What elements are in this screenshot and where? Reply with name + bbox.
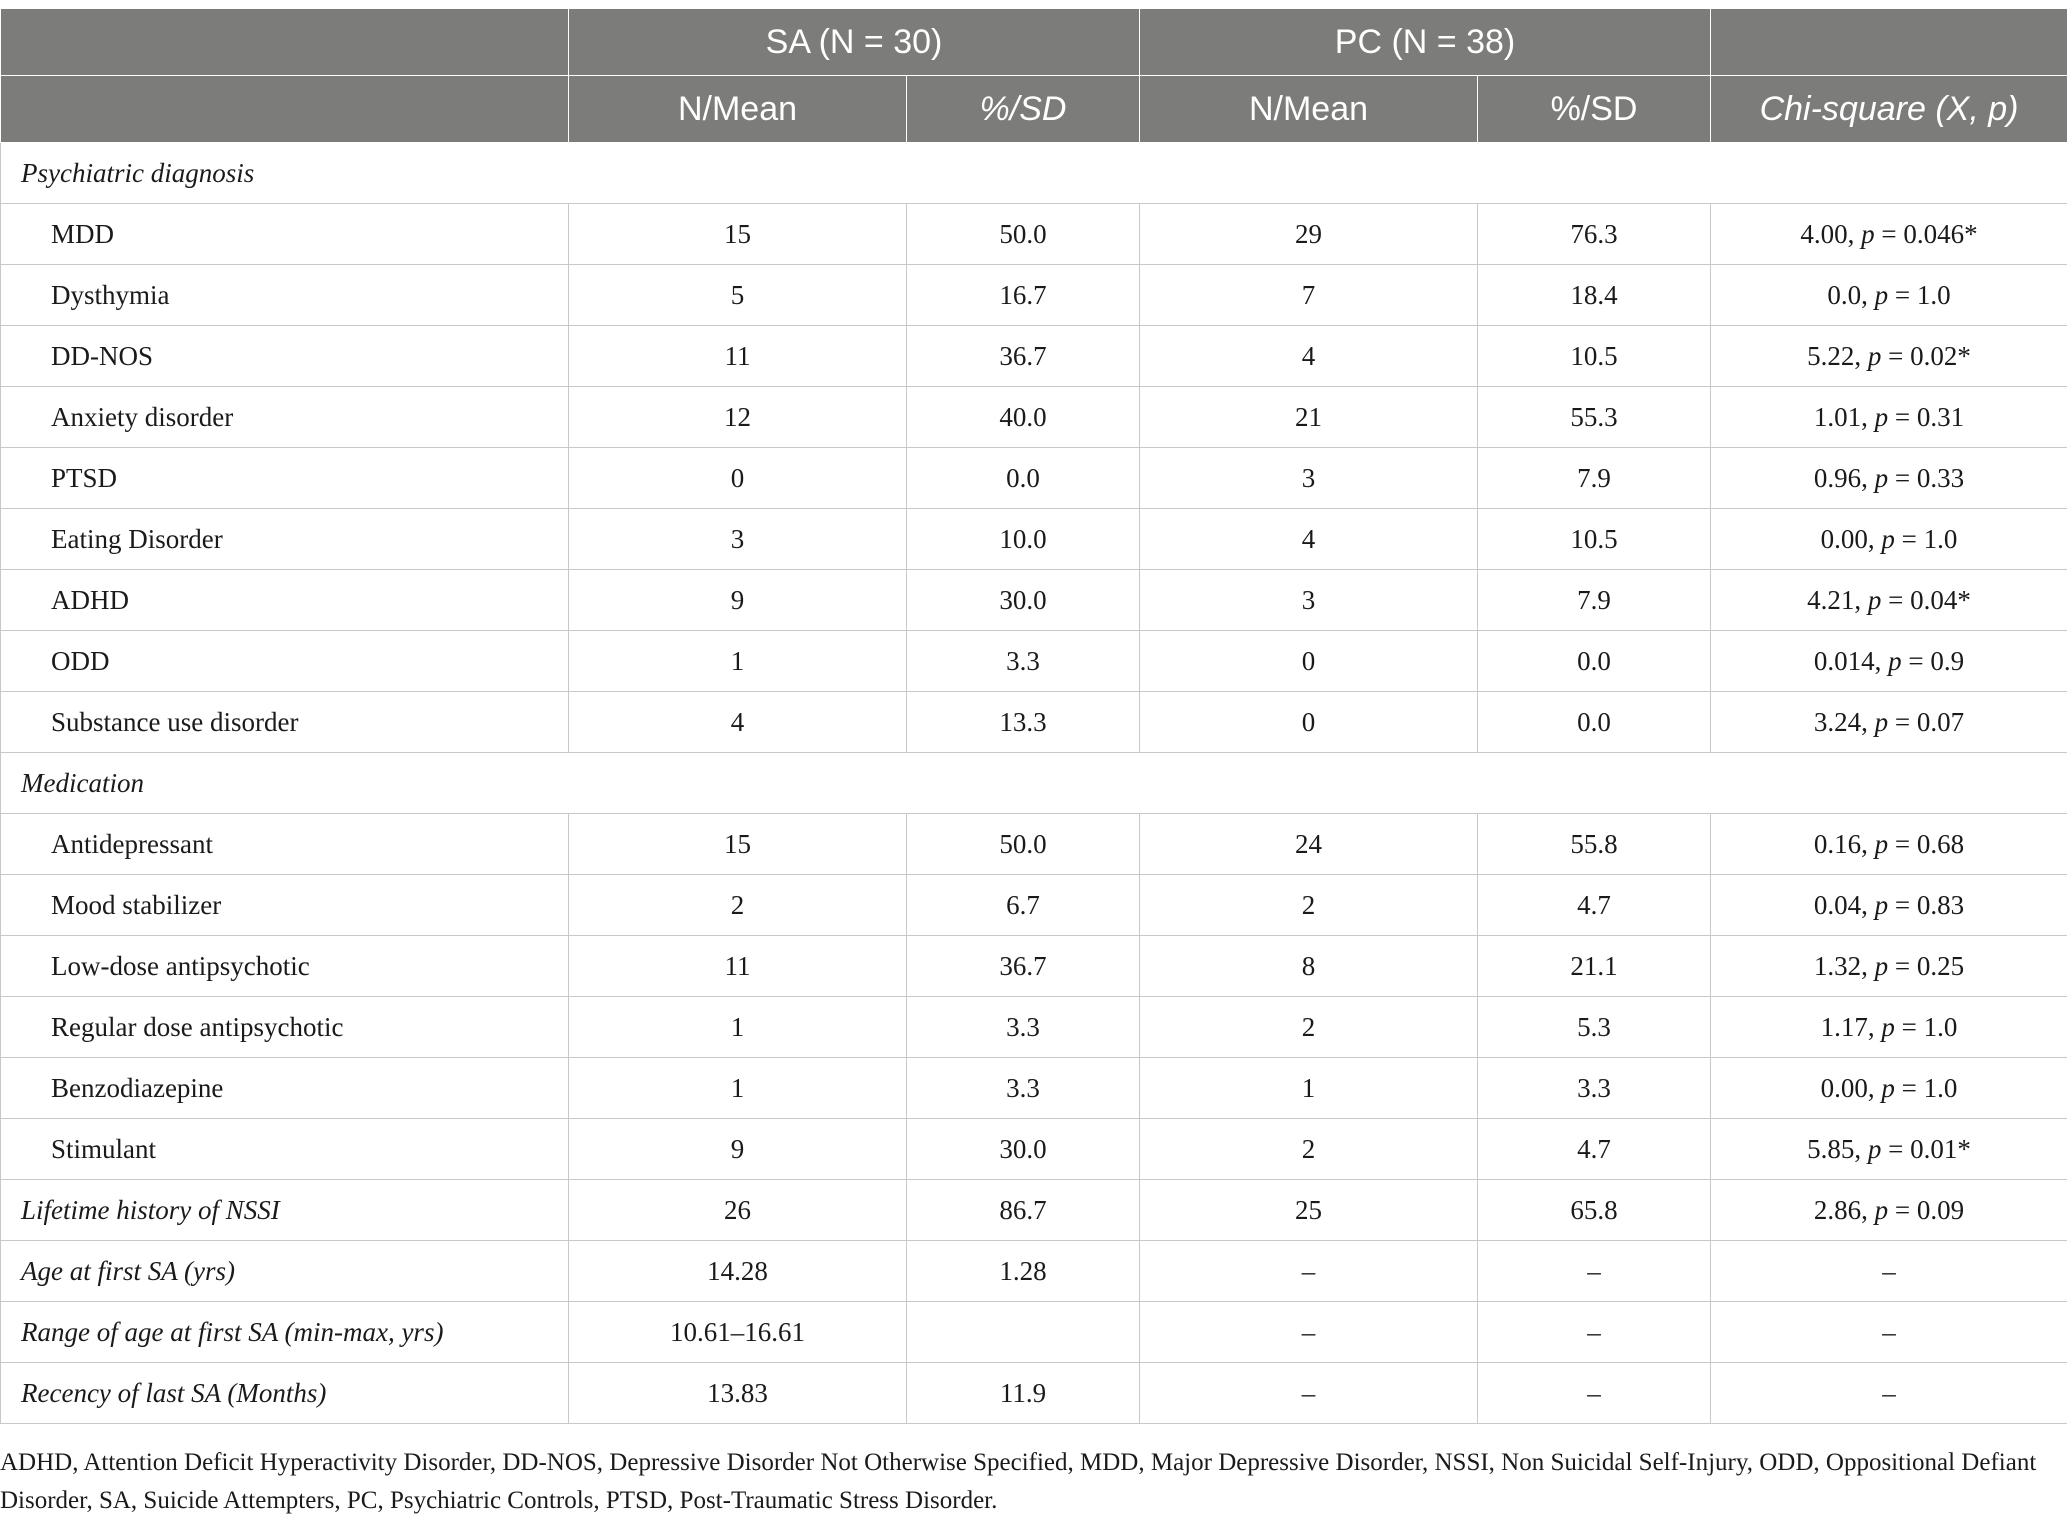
chi-value: 5.22,	[1807, 340, 1868, 371]
row-label: DD-NOS	[1, 326, 569, 387]
sa-pct-sd-cell: 11.9	[907, 1363, 1140, 1424]
pc-n-mean-cell: 0	[1140, 692, 1478, 753]
sa-n-mean-cell: 26	[569, 1180, 907, 1241]
chi-value: 1.01,	[1813, 401, 1875, 432]
sa-pct-sd-cell: 3.3	[907, 1058, 1140, 1119]
sa-n-mean-cell: 15	[569, 814, 907, 875]
pc-pct-sd-cell: 76.3	[1478, 204, 1711, 265]
p-value: = 1.0	[1894, 1011, 1958, 1042]
sa-n-mean-cell: 4	[569, 692, 907, 753]
p-label: p	[1881, 1011, 1895, 1042]
pc-n-mean-cell: 25	[1140, 1180, 1478, 1241]
row-label: ADHD	[1, 570, 569, 631]
chi-value: –	[1882, 1255, 1896, 1286]
header-empty-cell	[1, 9, 569, 76]
chi-square-cell	[1711, 1363, 2067, 1424]
p-label: p	[1881, 1072, 1895, 1103]
section-row	[1, 143, 2067, 204]
p-value: = 0.68	[1888, 828, 1965, 859]
p-value: = 0.046*	[1874, 218, 1978, 249]
clinical-characteristics-table	[0, 8, 2067, 1424]
p-value: = 0.83	[1888, 889, 1965, 920]
chi-square-cell	[1711, 1119, 2067, 1180]
p-value: = 0.25	[1888, 950, 1965, 981]
table-body	[1, 143, 2067, 1424]
p-value: = 0.9	[1901, 645, 1965, 676]
p-value: = 1.0	[1894, 523, 1958, 554]
header-group-pc: PC (N = 38)	[1140, 9, 1711, 76]
header-row-columns	[1, 76, 2067, 143]
sa-n-mean-cell: 12	[569, 387, 907, 448]
pc-n-mean-cell: 3	[1140, 570, 1478, 631]
p-label: p	[1888, 645, 1902, 676]
header-empty-cell	[1711, 9, 2067, 76]
table-row	[1, 1119, 2067, 1180]
pc-n-mean-cell: 4	[1140, 326, 1478, 387]
chi-value: 0.00,	[1820, 1072, 1882, 1103]
header-sa-pct-sd: %/SD	[907, 76, 1140, 143]
table-row	[1, 204, 2067, 265]
p-label: p	[1874, 279, 1889, 310]
table-row	[1, 692, 2067, 753]
chi-square-cell	[1711, 631, 2067, 692]
sa-pct-sd-cell: 50.0	[907, 814, 1140, 875]
chi-square-cell	[1711, 387, 2067, 448]
pc-pct-sd-cell: 5.3	[1478, 997, 1711, 1058]
sa-n-mean-cell: 15	[569, 204, 907, 265]
chi-square-cell	[1711, 570, 2067, 631]
sa-n-mean-cell: 9	[569, 1119, 907, 1180]
table-row	[1, 1180, 2067, 1241]
p-value: = 0.04*	[1881, 584, 1971, 615]
p-value: = 1.0	[1894, 1072, 1958, 1103]
pc-pct-sd-cell: 3.3	[1478, 1058, 1711, 1119]
table-footnote: ADHD, Attention Deficit Hyperactivity Disorder, DD-NOS, Depressive Disorder Not Otherwise Specified, MDD, Major Depressive Disorder, NSSI, Non Suicidal Self-Injury, ODD, Oppositional Defiant Disorder, SA, Suicide Attempters, PC, Psychiatric Controls, PTSD, Post-Traumatic Stress Disorder.	[0, 1449, 2037, 1514]
pc-pct-sd-cell: 0.0	[1478, 631, 1711, 692]
sa-n-mean-cell: 11	[569, 936, 907, 997]
sa-n-mean-cell: 1	[569, 997, 907, 1058]
chi-value: 4.21,	[1807, 584, 1868, 615]
sa-n-mean-cell: 0	[569, 448, 907, 509]
pc-pct-sd-cell: 4.7	[1478, 875, 1711, 936]
sa-n-mean-cell: 13.83	[569, 1363, 907, 1424]
row-label: Mood stabilizer	[1, 875, 569, 936]
row-label: PTSD	[1, 448, 569, 509]
pc-n-mean-cell: 2	[1140, 875, 1478, 936]
p-label: p	[1867, 1133, 1882, 1164]
row-label: ODD	[1, 631, 569, 692]
header-sa-n-mean: N/Mean	[569, 76, 907, 143]
chi-square-cell	[1711, 936, 2067, 997]
chi-square-cell	[1711, 448, 2067, 509]
chi-square-cell	[1711, 1302, 2067, 1363]
header-chi-square: Chi-square (X, p)	[1711, 76, 2067, 143]
p-value: = 0.02*	[1881, 340, 1971, 371]
table-row	[1, 1363, 2067, 1424]
pc-pct-sd-cell: 10.5	[1478, 326, 1711, 387]
header-group-sa: SA (N = 30)	[569, 9, 1140, 76]
sa-pct-sd-cell: 50.0	[907, 204, 1140, 265]
section-label: Psychiatric diagnosis	[1, 143, 2067, 204]
chi-square-cell	[1711, 692, 2067, 753]
table-row	[1, 631, 2067, 692]
table-row	[1, 997, 2067, 1058]
chi-square-cell	[1711, 1180, 2067, 1241]
chi-value: 0.96,	[1813, 462, 1875, 493]
pc-n-mean-cell: 1	[1140, 1058, 1478, 1119]
sa-pct-sd-cell: 3.3	[907, 631, 1140, 692]
sa-pct-sd-cell: 0.0	[907, 448, 1140, 509]
chi-square-cell	[1711, 326, 2067, 387]
row-label: Antidepressant	[1, 814, 569, 875]
sa-n-mean-cell: 5	[569, 265, 907, 326]
sa-n-mean-cell: 1	[569, 1058, 907, 1119]
row-label: Benzodiazepine	[1, 1058, 569, 1119]
chi-square-cell	[1711, 997, 2067, 1058]
pc-n-mean-cell: –	[1140, 1302, 1478, 1363]
sa-pct-sd-cell: 3.3	[907, 997, 1140, 1058]
pc-n-mean-cell: 2	[1140, 1119, 1478, 1180]
header-row-groups	[1, 9, 2067, 76]
pc-pct-sd-cell: 0.0	[1478, 692, 1711, 753]
table-row	[1, 875, 2067, 936]
sa-pct-sd-cell: 40.0	[907, 387, 1140, 448]
row-label: Anxiety disorder	[1, 387, 569, 448]
pc-n-mean-cell: 0	[1140, 631, 1478, 692]
table-row	[1, 509, 2067, 570]
pc-n-mean-cell: –	[1140, 1241, 1478, 1302]
sa-n-mean-cell: 14.28	[569, 1241, 907, 1302]
p-label: p	[1881, 523, 1895, 554]
pc-pct-sd-cell: 7.9	[1478, 570, 1711, 631]
sa-pct-sd-cell: 30.0	[907, 1119, 1140, 1180]
pc-n-mean-cell: 2	[1140, 997, 1478, 1058]
chi-value: 1.32,	[1813, 950, 1875, 981]
chi-square-cell	[1711, 814, 2067, 875]
pc-n-mean-cell: 4	[1140, 509, 1478, 570]
row-label: Regular dose antipsychotic	[1, 997, 569, 1058]
p-label: p	[1861, 218, 1875, 249]
p-value: = 0.31	[1888, 401, 1965, 432]
row-label: MDD	[1, 204, 569, 265]
p-label: p	[1874, 706, 1889, 737]
chi-value: –	[1882, 1377, 1896, 1408]
chi-value: 0.0,	[1827, 279, 1875, 310]
p-value: = 0.33	[1888, 462, 1965, 493]
pc-pct-sd-cell: 10.5	[1478, 509, 1711, 570]
chi-square-cell	[1711, 1241, 2067, 1302]
sa-pct-sd-cell: 13.3	[907, 692, 1140, 753]
pc-pct-sd-cell: 65.8	[1478, 1180, 1711, 1241]
sa-n-mean-cell: 1	[569, 631, 907, 692]
header-empty-cell	[1, 76, 569, 143]
table-row	[1, 1058, 2067, 1119]
pc-pct-sd-cell: –	[1478, 1363, 1711, 1424]
p-value: = 0.09	[1888, 1194, 1965, 1225]
p-label: p	[1874, 828, 1889, 859]
p-label: p	[1867, 340, 1882, 371]
row-label: Age at first SA (yrs)	[1, 1241, 569, 1302]
sa-pct-sd-cell: 36.7	[907, 936, 1140, 997]
table-row	[1, 265, 2067, 326]
chi-value: 5.85,	[1807, 1133, 1868, 1164]
section-row	[1, 753, 2067, 814]
chi-value: –	[1882, 1316, 1896, 1347]
pc-n-mean-cell: 8	[1140, 936, 1478, 997]
pc-pct-sd-cell: –	[1478, 1302, 1711, 1363]
sa-pct-sd-cell: 86.7	[907, 1180, 1140, 1241]
table-row	[1, 326, 2067, 387]
chi-value: 2.86,	[1813, 1194, 1875, 1225]
chi-value: 0.00,	[1820, 523, 1882, 554]
chi-square-cell	[1711, 1058, 2067, 1119]
pc-pct-sd-cell: 7.9	[1478, 448, 1711, 509]
table-header	[1, 9, 2067, 143]
chi-value: 0.16,	[1813, 828, 1875, 859]
p-label: p	[1874, 889, 1889, 920]
table-row	[1, 387, 2067, 448]
pc-pct-sd-cell: 55.3	[1478, 387, 1711, 448]
p-label: p	[1874, 1194, 1889, 1225]
sa-pct-sd-cell	[907, 1302, 1140, 1363]
header-pc-pct-sd: %/SD	[1478, 76, 1711, 143]
chi-value: 0.014,	[1813, 645, 1889, 676]
pc-pct-sd-cell: 18.4	[1478, 265, 1711, 326]
sa-pct-sd-cell: 10.0	[907, 509, 1140, 570]
sa-pct-sd-cell: 36.7	[907, 326, 1140, 387]
pc-n-mean-cell: –	[1140, 1363, 1478, 1424]
pc-pct-sd-cell: –	[1478, 1241, 1711, 1302]
pc-n-mean-cell: 3	[1140, 448, 1478, 509]
chi-square-cell	[1711, 265, 2067, 326]
row-label: Eating Disorder	[1, 509, 569, 570]
table-row	[1, 1302, 2067, 1363]
sa-pct-sd-cell: 1.28	[907, 1241, 1140, 1302]
pc-n-mean-cell: 7	[1140, 265, 1478, 326]
chi-square-cell	[1711, 204, 2067, 265]
p-value: = 1.0	[1888, 279, 1951, 310]
table-row	[1, 1241, 2067, 1302]
sa-pct-sd-cell: 30.0	[907, 570, 1140, 631]
chi-value: 1.17,	[1820, 1011, 1882, 1042]
table-row	[1, 570, 2067, 631]
p-label: p	[1874, 462, 1889, 493]
row-label: Lifetime history of NSSI	[1, 1180, 569, 1241]
p-label: p	[1874, 401, 1889, 432]
pc-n-mean-cell: 29	[1140, 204, 1478, 265]
sa-n-mean-cell: 3	[569, 509, 907, 570]
row-label: Low-dose antipsychotic	[1, 936, 569, 997]
chi-square-cell	[1711, 875, 2067, 936]
chi-square-cell	[1711, 509, 2067, 570]
p-value: = 0.07	[1888, 706, 1965, 737]
chi-value: 3.24,	[1813, 706, 1875, 737]
table-row	[1, 936, 2067, 997]
pc-pct-sd-cell: 4.7	[1478, 1119, 1711, 1180]
table-row	[1, 814, 2067, 875]
sa-n-mean-cell: 2	[569, 875, 907, 936]
row-label: Substance use disorder	[1, 692, 569, 753]
p-value: = 0.01*	[1881, 1133, 1971, 1164]
sa-n-mean-cell: 9	[569, 570, 907, 631]
p-label: p	[1874, 950, 1889, 981]
sa-pct-sd-cell: 6.7	[907, 875, 1140, 936]
pc-pct-sd-cell: 21.1	[1478, 936, 1711, 997]
sa-n-mean-cell: 10.61–16.61	[569, 1302, 907, 1363]
pc-n-mean-cell: 21	[1140, 387, 1478, 448]
table-row	[1, 448, 2067, 509]
row-label: Recency of last SA (Months)	[1, 1363, 569, 1424]
p-label: p	[1867, 584, 1882, 615]
pc-pct-sd-cell: 55.8	[1478, 814, 1711, 875]
section-label: Medication	[1, 753, 2067, 814]
sa-n-mean-cell: 11	[569, 326, 907, 387]
pc-n-mean-cell: 24	[1140, 814, 1478, 875]
header-pc-n-mean: N/Mean	[1140, 76, 1478, 143]
chi-value: 0.04,	[1813, 889, 1875, 920]
sa-pct-sd-cell: 16.7	[907, 265, 1140, 326]
row-label: Dysthymia	[1, 265, 569, 326]
row-label: Stimulant	[1, 1119, 569, 1180]
row-label: Range of age at first SA (min-max, yrs)	[1, 1302, 569, 1363]
chi-value: 4.00,	[1800, 218, 1862, 249]
